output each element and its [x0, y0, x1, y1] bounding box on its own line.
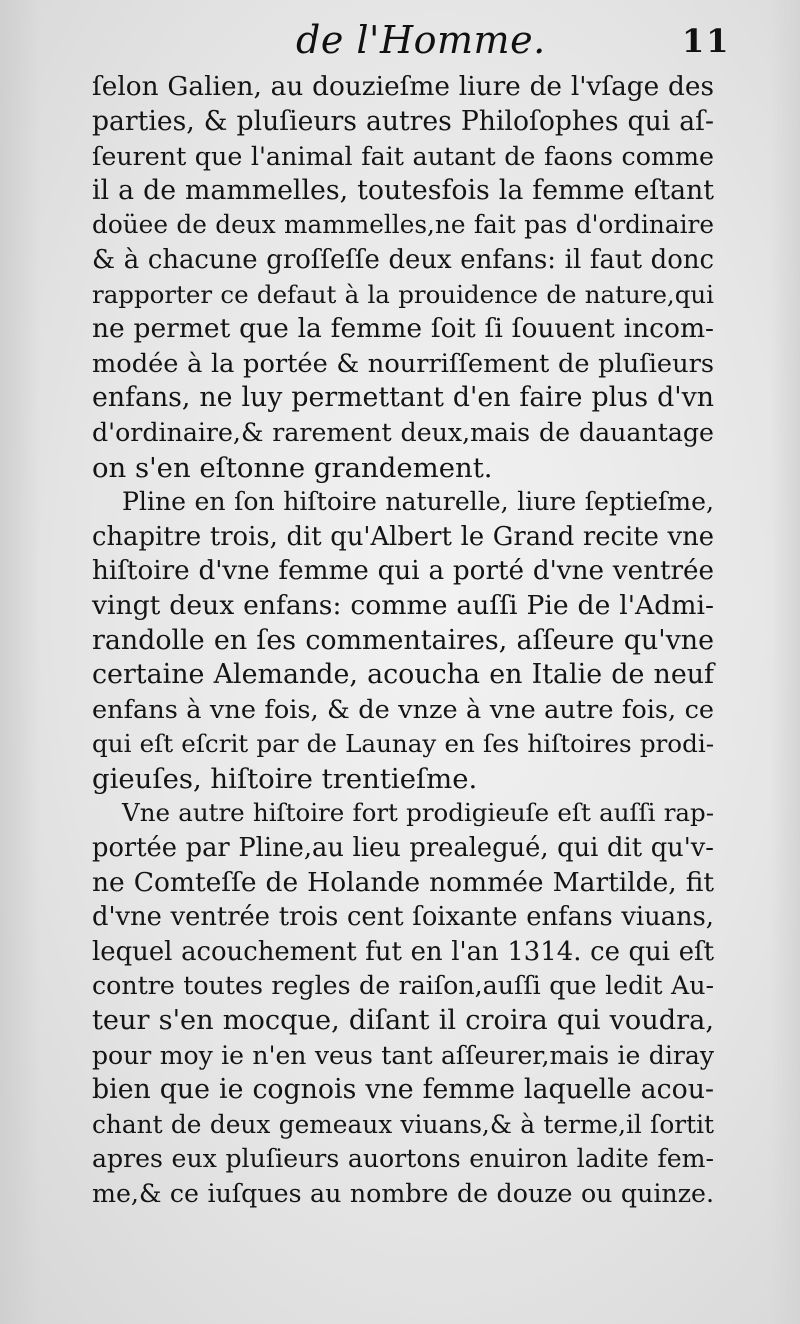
- text-line: vingt deux enfans: comme auſſi Pie de l'Admi-: [92, 589, 714, 621]
- text-line: chapitre trois, dit qu'Albert le Grand recite vne: [92, 521, 714, 552]
- text-line: certaine Alemande, acoucha en Italie de neuf: [92, 659, 714, 691]
- text-line: teur s'en mocque, diſant il croira qui voudra,: [92, 1005, 714, 1037]
- page-edge-shadow-left: [0, 0, 40, 1324]
- paragraph-3: [92, 796, 714, 1211]
- text-line: il a de mammelles, toutesfois la femme eſtant: [92, 174, 714, 206]
- page-header: [0, 18, 800, 68]
- text-line: hiſtoire d'vne femme qui a porté d'vne ventrée: [92, 556, 714, 587]
- text-line: contre toutes regles de raiſon,auſſi que ledit Au-: [92, 971, 714, 1001]
- text-line: gieuſes, hiſtoire trentieſme.: [92, 762, 478, 795]
- text-line: ne Comteſſe de Holande nommée Martilde, fit: [92, 866, 714, 898]
- text-line: rapporter ce defaut à la prouidence de nature,qui: [92, 279, 714, 309]
- body-text: [92, 70, 714, 1212]
- text-line: on s'en eſtonne grandement.: [92, 451, 493, 484]
- text-line: apres eux pluſieurs auortons enuiron ladite fem-: [92, 1144, 714, 1174]
- text-line: doüee de deux mammelles,ne fait pas d'ordinaire: [92, 210, 714, 240]
- text-line: Pline en ſon hiſtoire naturelle, liure ſeptieſme,: [122, 487, 714, 517]
- page-number: 11: [682, 22, 731, 60]
- text-line: portée par Pline,au lieu prealegué, qui dit qu'v-: [92, 833, 714, 864]
- paragraph-1: [92, 70, 714, 485]
- text-line: parties, & pluſieurs autres Philoſophes qui aſ-: [92, 105, 714, 137]
- text-line: ne permet que la femme ſoit ſi ſouuent incom-: [92, 313, 714, 345]
- text-line: qui eſt eſcrit par de Launay en ſes hiſtoires prodi-: [92, 729, 714, 759]
- text-line: d'ordinaire,& rarement deux,mais de dauantage: [92, 417, 714, 447]
- text-line: randolle en ſes commentaires, aſſeure qu'vne: [92, 624, 714, 656]
- text-line: chant de deux gemeaux viuans,& à terme,il ſortit: [92, 1109, 714, 1139]
- text-line: d'vne ventrée trois cent ſoixante enfans viuans,: [92, 902, 714, 933]
- page-edge-shadow-right: [770, 0, 800, 1324]
- text-line: lequel acouchement fut en l'an 1314. ce qui eſt: [92, 936, 714, 967]
- running-head: de l'Homme.: [296, 18, 546, 62]
- text-line: enfans, ne luy permettant d'en faire plus d'vn: [92, 382, 714, 414]
- paragraph-2: [92, 485, 714, 796]
- text-line: ſelon Galien, au douzieſme liure de l'vſage des: [92, 72, 714, 102]
- text-line: ſeurent que l'animal fait autant de faons comme: [92, 141, 714, 172]
- text-line: bien que ie cognois vne femme laquelle acou-: [92, 1074, 714, 1106]
- text-line: Vne autre hiſtoire fort prodigieuſe eſt auſſi rap-: [122, 798, 714, 828]
- text-line: me,& ce iuſques au nombre de douze ou quinze.: [92, 1179, 714, 1208]
- text-line: & à chacune groſſeſſe deux enfans: il faut donc: [92, 244, 714, 275]
- text-line: pour moy ie n'en veus tant aſſeurer,mais ie diray: [92, 1040, 714, 1070]
- text-line: modée à la portée & nourriſſement de pluſieurs: [92, 348, 714, 379]
- text-line: enfans à vne fois, & de vnze à vne autre fois, ce: [92, 694, 714, 725]
